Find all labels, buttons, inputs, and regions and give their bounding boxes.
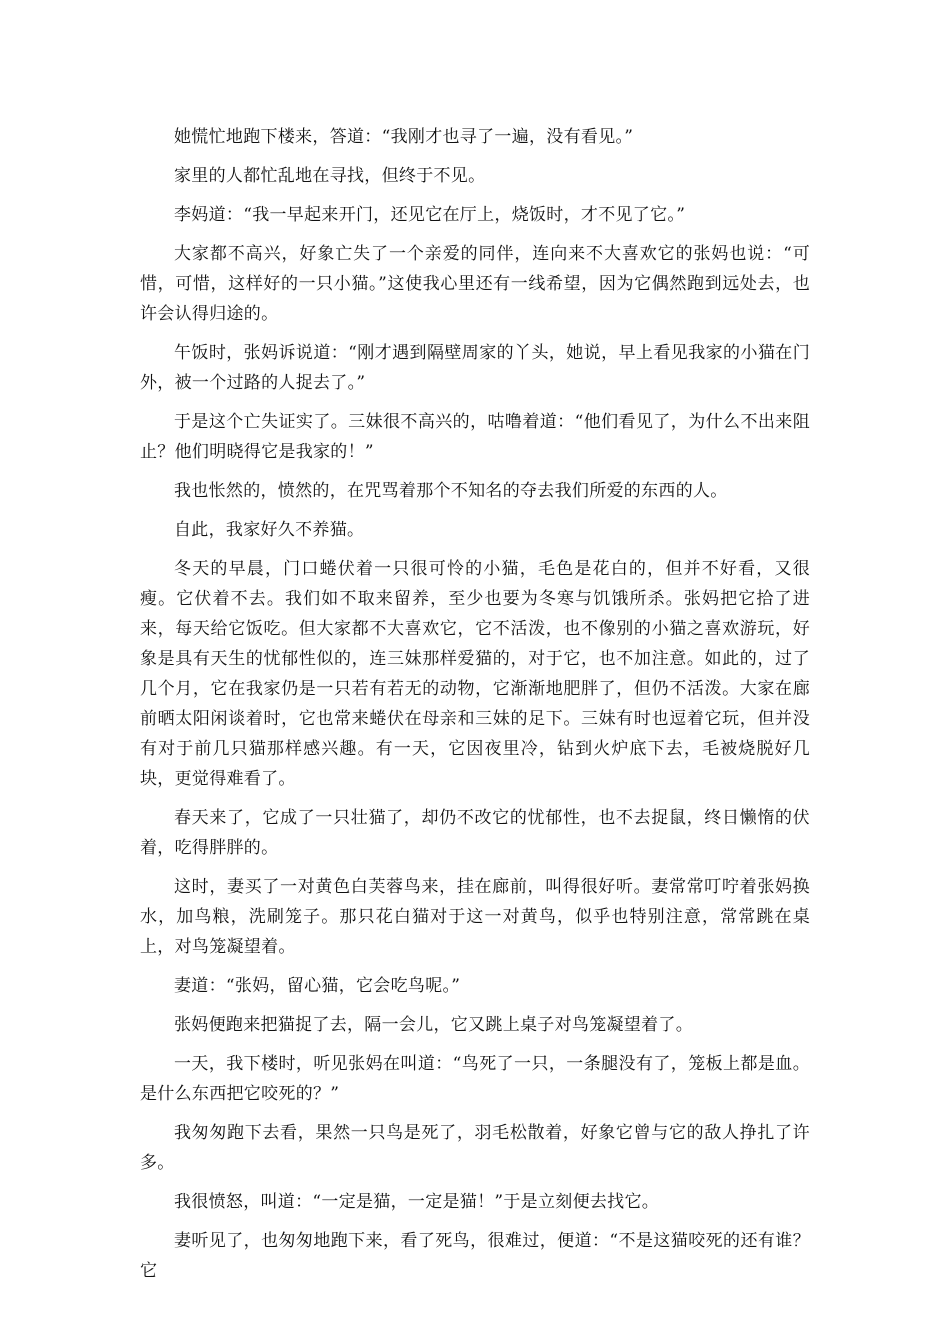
paragraph: 午饭时，张妈诉说道：“刚才遇到隔壁周家的丫头，她说，早上看见我家的小猫在门外，被一个过路的人捉去了。” <box>140 343 810 393</box>
paragraph: 张妈便跑来把猫捉了去，隔一会儿，它又跳上桌子对鸟笼凝望着了。 <box>174 1015 693 1035</box>
paragraph: 我匆匆跑下去看，果然一只鸟是死了，羽毛松散着，好象它曾与它的敌人挣扎了许多。 <box>140 1123 810 1173</box>
paragraph: 这时，妻买了一对黄色白芙蓉鸟来，挂在廊前，叫得很好听。妻常常叮咛着张妈换水，加鸟粮，洗刷笼子。那只花白猫对于这一对黄鸟，似乎也特别注意，常常跳在桌上，对鸟笼凝望着。 <box>140 877 810 957</box>
paragraph: 大家都不高兴，好象亡失了一个亲爱的同伴，连向来不大喜欢它的张妈也说：“可惜，可惜，这样好的一只小猫。”这使我心里还有一线希望，因为它偶然跑到远处去，也许会认得归途的。 <box>140 244 810 324</box>
document-page <box>140 122 810 1295</box>
paragraph: 她慌忙地跑下楼来，答道：“我刚才也寻了一遍，没有看见。” <box>174 127 634 147</box>
paragraph: 李妈道：“我一早起来开门，还见它在厅上，烧饭时，才不见了它。” <box>174 205 686 225</box>
paragraph: 冬天的早晨，门口蜷伏着一只很可怜的小猫，毛色是花白的，但并不好看，又很瘦。它伏着不去。我们如不取来留养，至少也要为冬寒与饥饿所杀。张妈把它拾了进来，每天给它饭吃。但大家都不大喜欢它，它不活泼，也不像别的小猫之喜欢游玩，好象是具有天生的忧郁性似的，连三妹那样爱猫的，对于它，也不加注意。如此的，过了几个月，它在我家仍是一只若有若无的动物，它渐渐地肥胖了，但仍不活泼。大家在廊前晒太阳闲谈着时，它也常来蜷伏在母亲和三妹的足下。三妹有时也逗着它玩，但并没有对于前几只猫那样感兴趣。有一天，它因夜里冷，钻到火炉底下去，毛被烧脱好几块，更觉得难看了。 <box>140 559 810 789</box>
paragraph: 自此，我家好久不养猫。 <box>174 520 365 540</box>
paragraph: 一天，我下楼时，听见张妈在叫道：“鸟死了一只，一条腿没有了，笼板上都是血。是什么东西把它咬死的？” <box>140 1054 810 1104</box>
paragraph: 我也怅然的，愤然的，在咒骂着那个不知名的夺去我们所爱的东西的人。 <box>174 481 728 501</box>
paragraph: 于是这个亡失证实了。三妹很不高兴的，咕噜着道：“他们看见了，为什么不出来阻止？他们明晓得它是我家的！” <box>140 412 810 462</box>
paragraph: 妻听见了，也匆匆地跑下来，看了死鸟，很难过，便道：“不是这猫咬死的还有谁？它 <box>140 1231 810 1281</box>
paragraph: 家里的人都忙乱地在寻找，但终于不见。 <box>174 166 486 186</box>
paragraph: 春天来了，它成了一只壮猫了，却仍不改它的忧郁性，也不去捉鼠，终日懒惰的伏着，吃得胖胖的。 <box>140 808 810 858</box>
paragraph: 我很愤怒，叫道：“一定是猫，一定是猫！”于是立刻便去找它。 <box>174 1192 660 1212</box>
paragraph: 妻道：“张妈，留心猫，它会吃鸟呢。” <box>174 976 461 996</box>
